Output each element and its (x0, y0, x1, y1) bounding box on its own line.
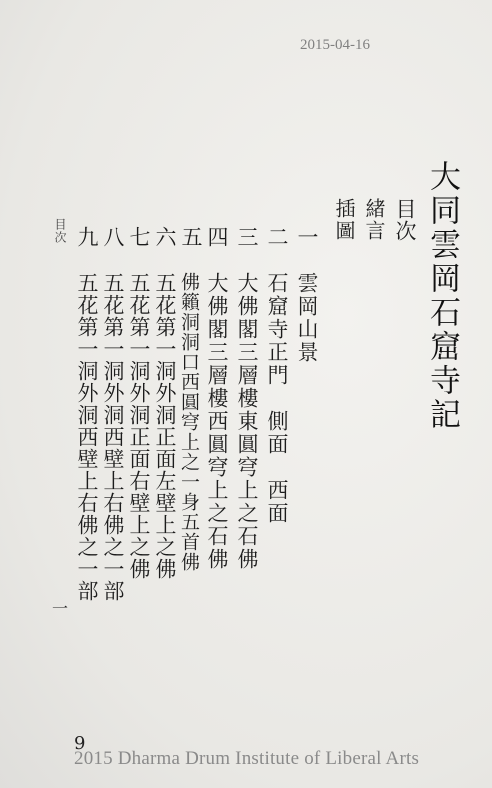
entry-number: 四 (205, 226, 229, 247)
running-head: 目次 (53, 218, 67, 244)
entry-text: 大佛閣三層樓西圓穹上之石佛 (205, 272, 229, 571)
entry-number: 八 (101, 226, 125, 247)
date-stamp: 2015-04-16 (300, 37, 370, 53)
entry-text: 雲岡山景 (295, 272, 319, 364)
entry-text: 五花第一洞外洞正面左壁上之佛 (153, 272, 177, 580)
entry-text: 石窟寺正門 側面 西面 (265, 272, 289, 525)
entry-number: 一 (295, 226, 319, 247)
entry-number: 三 (235, 226, 259, 247)
entry-text: 五花第一洞外洞西壁上右佛之一部 (101, 272, 125, 602)
entry-number: 七 (127, 226, 151, 247)
toc-heading: 目次 (393, 198, 417, 242)
entry-text: 五花第一洞外洞正面右壁上之佛 (127, 272, 151, 580)
book-title: 大同雲岡石窟寺記 (424, 160, 460, 432)
page-number: 9 (74, 733, 86, 754)
entry-text: 五花第一洞外洞西壁上右佛之一部 (75, 272, 99, 602)
entry-number: 九 (75, 226, 99, 247)
watermark-footer: 2015 Dharma Drum Institute of Liberal Arts (74, 748, 420, 769)
entry-number: 二 (265, 226, 289, 247)
entry-text: 大佛閣三層樓東圓穹上之石佛 (235, 272, 259, 571)
entry-number: 六 (153, 226, 177, 247)
folio-mark: 一 (52, 599, 69, 618)
front-matter-preface: 緒言 (362, 198, 386, 242)
front-matter-illustrations: 插圖 (332, 198, 356, 242)
entry-number: 五 (179, 226, 203, 247)
entry-text: 佛籟洞洞口西圓穹上之一身五首佛 (178, 272, 200, 572)
